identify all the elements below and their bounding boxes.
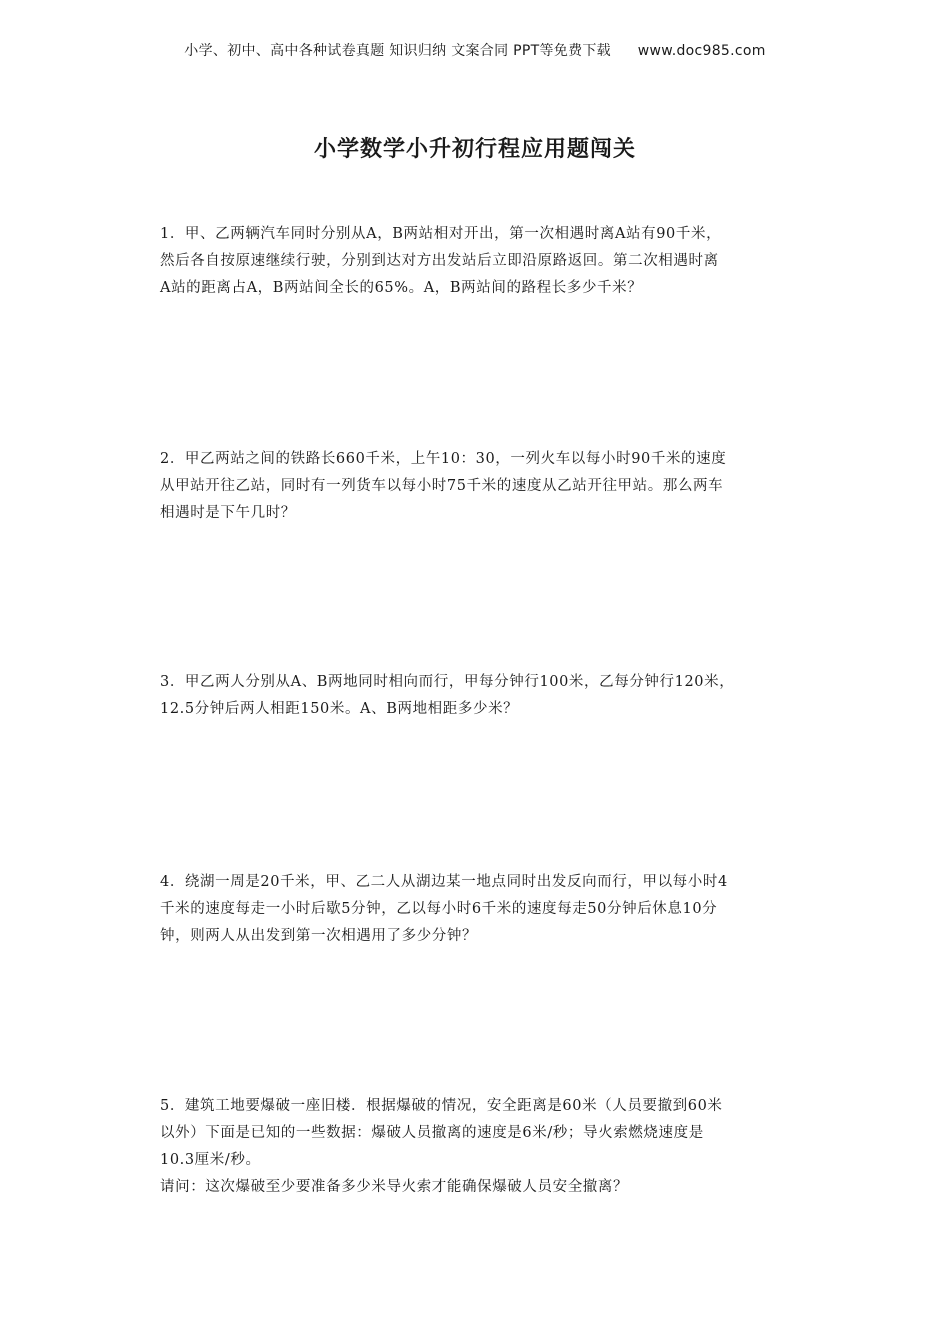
question-2 — [160, 446, 800, 527]
question-line: 从甲站开往乙站，同时有一列货车以每小时75千米的速度从乙站开往甲站。那么两车 — [160, 478, 724, 494]
question-line: 4．绕湖一周是20千米，甲、乙二人从湖边某一地点同时出发反向而行，甲以每小时4 — [160, 874, 728, 890]
question-4 — [160, 869, 800, 950]
question-line: 3．甲乙两人分别从A、B两地同时相向而行，甲每分钟行100米，乙每分钟行120米， — [160, 674, 735, 690]
question-line: A站的距离占A，B两站间全长的65%。A，B两站间的路程长多少千米？ — [160, 280, 643, 296]
question-line: 然后各自按原速继续行驶，分别到达对方出发站后立即沿原路返回。第二次相遇时离 — [160, 253, 719, 269]
question-line: 10.3厘米/秒。 — [160, 1152, 261, 1168]
question-line: 5．建筑工地要爆破一座旧楼．根据爆破的情况，安全距离是60米（人员要撤到60米 — [160, 1098, 723, 1114]
header-tagline: 小学、初中、高中各种试卷真题 知识归纳 文案合同 PPT等免费下载 — [184, 43, 611, 59]
question-line: 钟，则两人从出发到第一次相遇用了多少分钟？ — [160, 928, 478, 944]
question-line: 千米的速度每走一小时后歇5分钟，乙以每小时6千米的速度每走50分钟后休息10分 — [160, 901, 718, 917]
question-1 — [160, 221, 800, 302]
question-line: 2．甲乙两站之间的铁路长660千米，上午10：30，一列火车以每小时90千米的速度 — [160, 451, 727, 467]
question-5 — [160, 1093, 800, 1201]
question-line: 请问：这次爆破至少要准备多少米导火索才能确保爆破人员安全撤离？ — [160, 1179, 629, 1195]
question-line: 12.5分钟后两人相距150米。A、B两地相距多少米？ — [160, 701, 519, 717]
page-header — [0, 40, 950, 60]
header-site-link[interactable]: www.doc985.com — [637, 43, 766, 59]
question-line: 以外）下面是已知的一些数据：爆破人员撤离的速度是6米/秒；导火索燃烧速度是 — [160, 1125, 704, 1141]
question-line: 相遇时是下午几时？ — [160, 505, 296, 521]
question-3 — [160, 669, 800, 723]
page-title: 小学数学小升初行程应用题闯关 — [313, 137, 636, 162]
question-line: 1．甲、乙两辆汽车同时分别从A，B两站相对开出，第一次相遇时离A站有90千米， — [160, 226, 722, 242]
